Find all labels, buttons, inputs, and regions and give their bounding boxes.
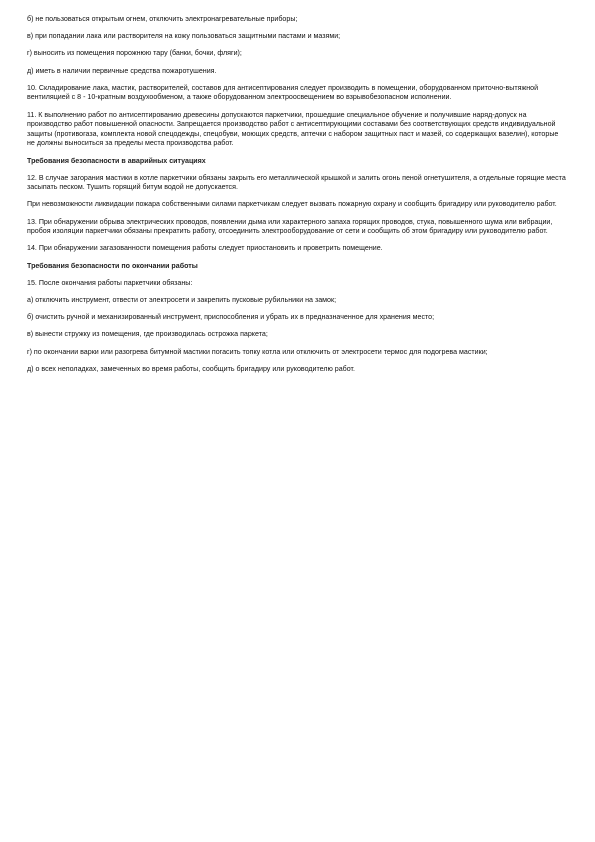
paragraph: При невозможности ликвидации пожара собственными силами паркетчикам следует вызвать пожарную охрану и сообщить бригадиру или руководителю работ. — [27, 200, 557, 209]
paragraph: в) вынести стружку из помещения, где производилась острожка паркета; — [27, 330, 268, 339]
paragraph: а) отключить инструмент, отвести от электросети и закрепить пусковые рубильники на замок; — [27, 296, 337, 304]
document-page — [27, 15, 568, 382]
paragraph: б) не пользоваться открытым огнем, отключить электронагревательные приборы; — [27, 15, 298, 23]
paragraph: в) при попадании лака или растворителя на кожу пользоваться защитными пастами и мазями; — [27, 32, 341, 41]
section-heading: Требования безопасности по окончании работы — [27, 261, 198, 270]
paragraph: 15. После окончания работы паркетчики обязаны: — [27, 278, 193, 287]
paragraph: 11. К выполнению работ по антисептированию древесины допускаются паркетчики, прошедшие специальное обучение и получившие наряд-допуск на производство работ повышенной опасности. Запрещается производство работ с антисептирующими составами без соответствующих средств индивидуальной защиты (противогаза, комплекта новой спецодежды, спецобуви, моющих средств, аптечки с набором защитных паст и мазей, со содержащих вазелин), которые не должны выноситься за пределы места производства работ. — [27, 110, 559, 148]
paragraph: д) о всех неполадках, замеченных во время работы, сообщить бригадиру или руководителю работ. — [27, 364, 355, 373]
paragraph: г) по окончании варки или разогрева битумной мастики погасить топку котла или отключить от электросети термос для подогрева мастики; — [27, 347, 488, 356]
paragraph: б) очистить ручной и механизированный инструмент, приспособления и убрать их в предназначенное для хранения место; — [27, 313, 435, 322]
paragraph: 14. При обнаружении загазованности помещения работы следует приостановить и проветрить помещение. — [27, 244, 383, 253]
paragraph: г) выносить из помещения порожнюю тару (банки, бочки, фляги); — [27, 49, 242, 58]
section-heading: Требования безопасности в аварийных ситуациях — [27, 156, 206, 165]
paragraph: 13. При обнаружении обрыва электрических проводов, появлении дыма или характерного запаха горящих проводов, стука, повышенного шума или вибрации, пробоя изоляции паркетчики обязаны прекратить работу, отсоединить электрооборудование от сети и сообщить об этом бригадиру или руководителю работ. — [27, 217, 553, 236]
paragraph: д) иметь в наличии первичные средства пожаротушения. — [27, 66, 217, 75]
paragraph: 12. В случае загорания мастики в котле паркетчики обязаны закрыть его металлической крышкой и залить огонь пеной огнетушителя, а отдельные горящие места засыпать песком. Тушить горящий битум водой не допускается. — [27, 173, 566, 192]
paragraph: 10. Складирование лака, мастик, растворителей, составов для антисептирования следует производить в помещении, оборудованном приточно-вытяжной вентиляцией с 8 - 10-кратным воздухообменом, а также оборудованном электроосвещением во взрывобезопасном исполнении. — [27, 83, 539, 102]
